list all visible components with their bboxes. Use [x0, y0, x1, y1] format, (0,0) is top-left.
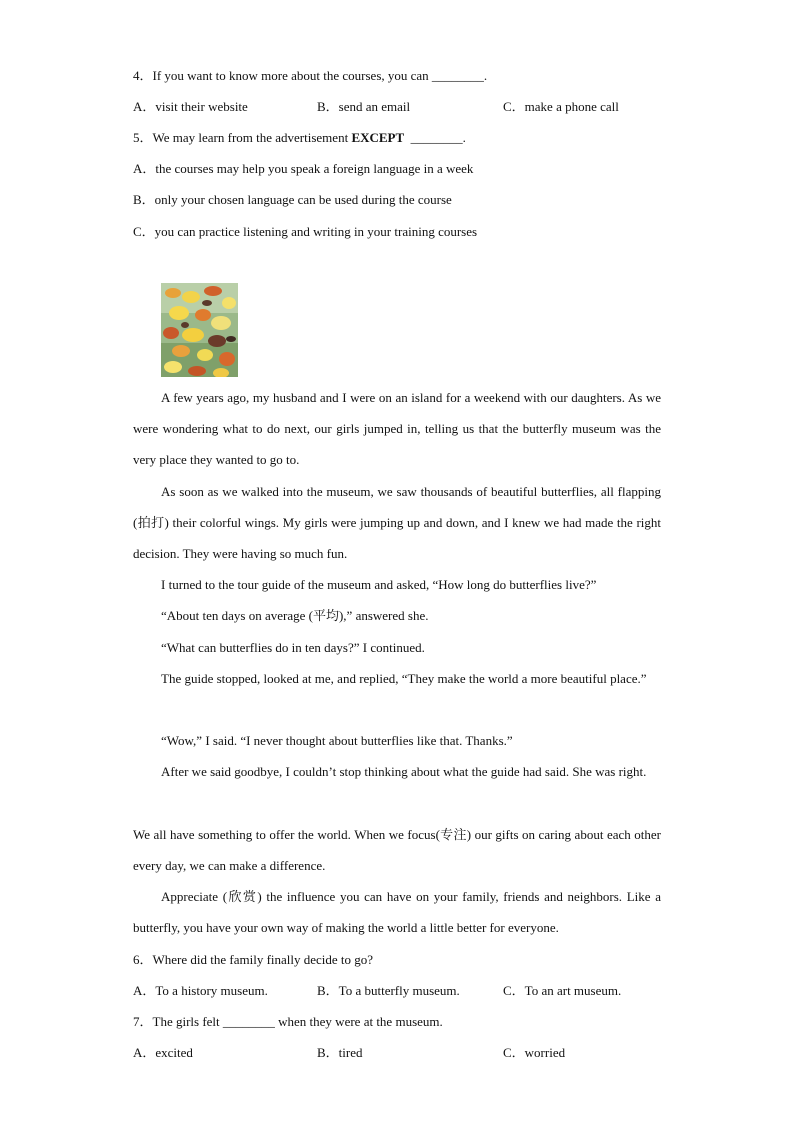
question-5-option-c: C．you can practice listening and writing in your training courses: [133, 224, 478, 239]
question-4-option-c: C．make a phone call: [503, 99, 619, 114]
question-5-option-b: B．only your chosen language can be used during the course: [133, 192, 452, 207]
question-6-option-c: C．To an art museum.: [503, 983, 622, 998]
question-5-option-a: A．the courses may help you speak a foreign language in a week: [133, 161, 474, 176]
question-4-option-b: B．send an email: [317, 99, 411, 114]
question-6-stem: 6．Where did the family finally decide to go?: [133, 952, 374, 967]
passage-paragraph-9: We all have something to offer the world. When we focus(专注) our gifts on caring about each other every day, we can make a difference.: [133, 827, 661, 873]
question-6-option-b: B．To a butterfly museum.: [317, 983, 460, 998]
butterfly-image: [161, 283, 238, 377]
question-7-option-c: C．worried: [503, 1045, 566, 1060]
passage-paragraph-3: I turned to the tour guide of the museum and asked, “How long do butterflies live?”: [161, 577, 597, 592]
question-7-option-b: B．tired: [317, 1045, 363, 1060]
passage-paragraph-8: After we said goodbye, I couldn’t stop thinking about what the guide had said. She was right.: [161, 764, 647, 779]
passage-paragraph-1: A few years ago, my husband and I were on an island for a weekend with our daughters. As we were wondering what to do next, our girls jumped in, telling us that the butterfly museum was the very place they wanted to go to.: [133, 390, 661, 467]
question-5-stem-end: ________.: [404, 130, 466, 145]
question-6-option-a: A．To a history museum.: [133, 983, 268, 998]
question-4-stem: 4．If you want to know more about the courses, you can ________.: [133, 68, 488, 83]
question-7-stem: 7．The girls felt ________ when they were at the museum.: [133, 1014, 443, 1029]
passage-paragraph-2: As soon as we walked into the museum, we saw thousands of beautiful butterflies, all flapping (拍打) their colorful wings. My girls were jumping up and down, and I knew we had made the right decision. They were having so much fun.: [133, 484, 661, 561]
passage-paragraph-5: “What can butterflies do in ten days?” I continued.: [161, 640, 425, 655]
question-4-option-a: A．visit their website: [133, 99, 248, 114]
passage-paragraph-4: “About ten days on average (平均),” answered she.: [161, 608, 429, 623]
passage-paragraph-7: “Wow,” I said. “I never thought about butterflies like that. Thanks.”: [161, 733, 513, 748]
question-7-option-a: A．excited: [133, 1045, 193, 1060]
passage-paragraph-6: The guide stopped, looked at me, and replied, “They make the world a more beautiful place.”: [161, 671, 647, 686]
passage-paragraph-10: Appreciate (欣赏) the influence you can have on your family, friends and neighbors. Like a butterfly, you have your own way of making the world a little better for everyone.: [133, 889, 661, 935]
question-5-stem-emphasis: EXCEPT: [351, 130, 405, 145]
question-5-stem: [133, 130, 466, 146]
question-5-stem-start: 5．We may learn from the advertisement: [133, 130, 352, 145]
